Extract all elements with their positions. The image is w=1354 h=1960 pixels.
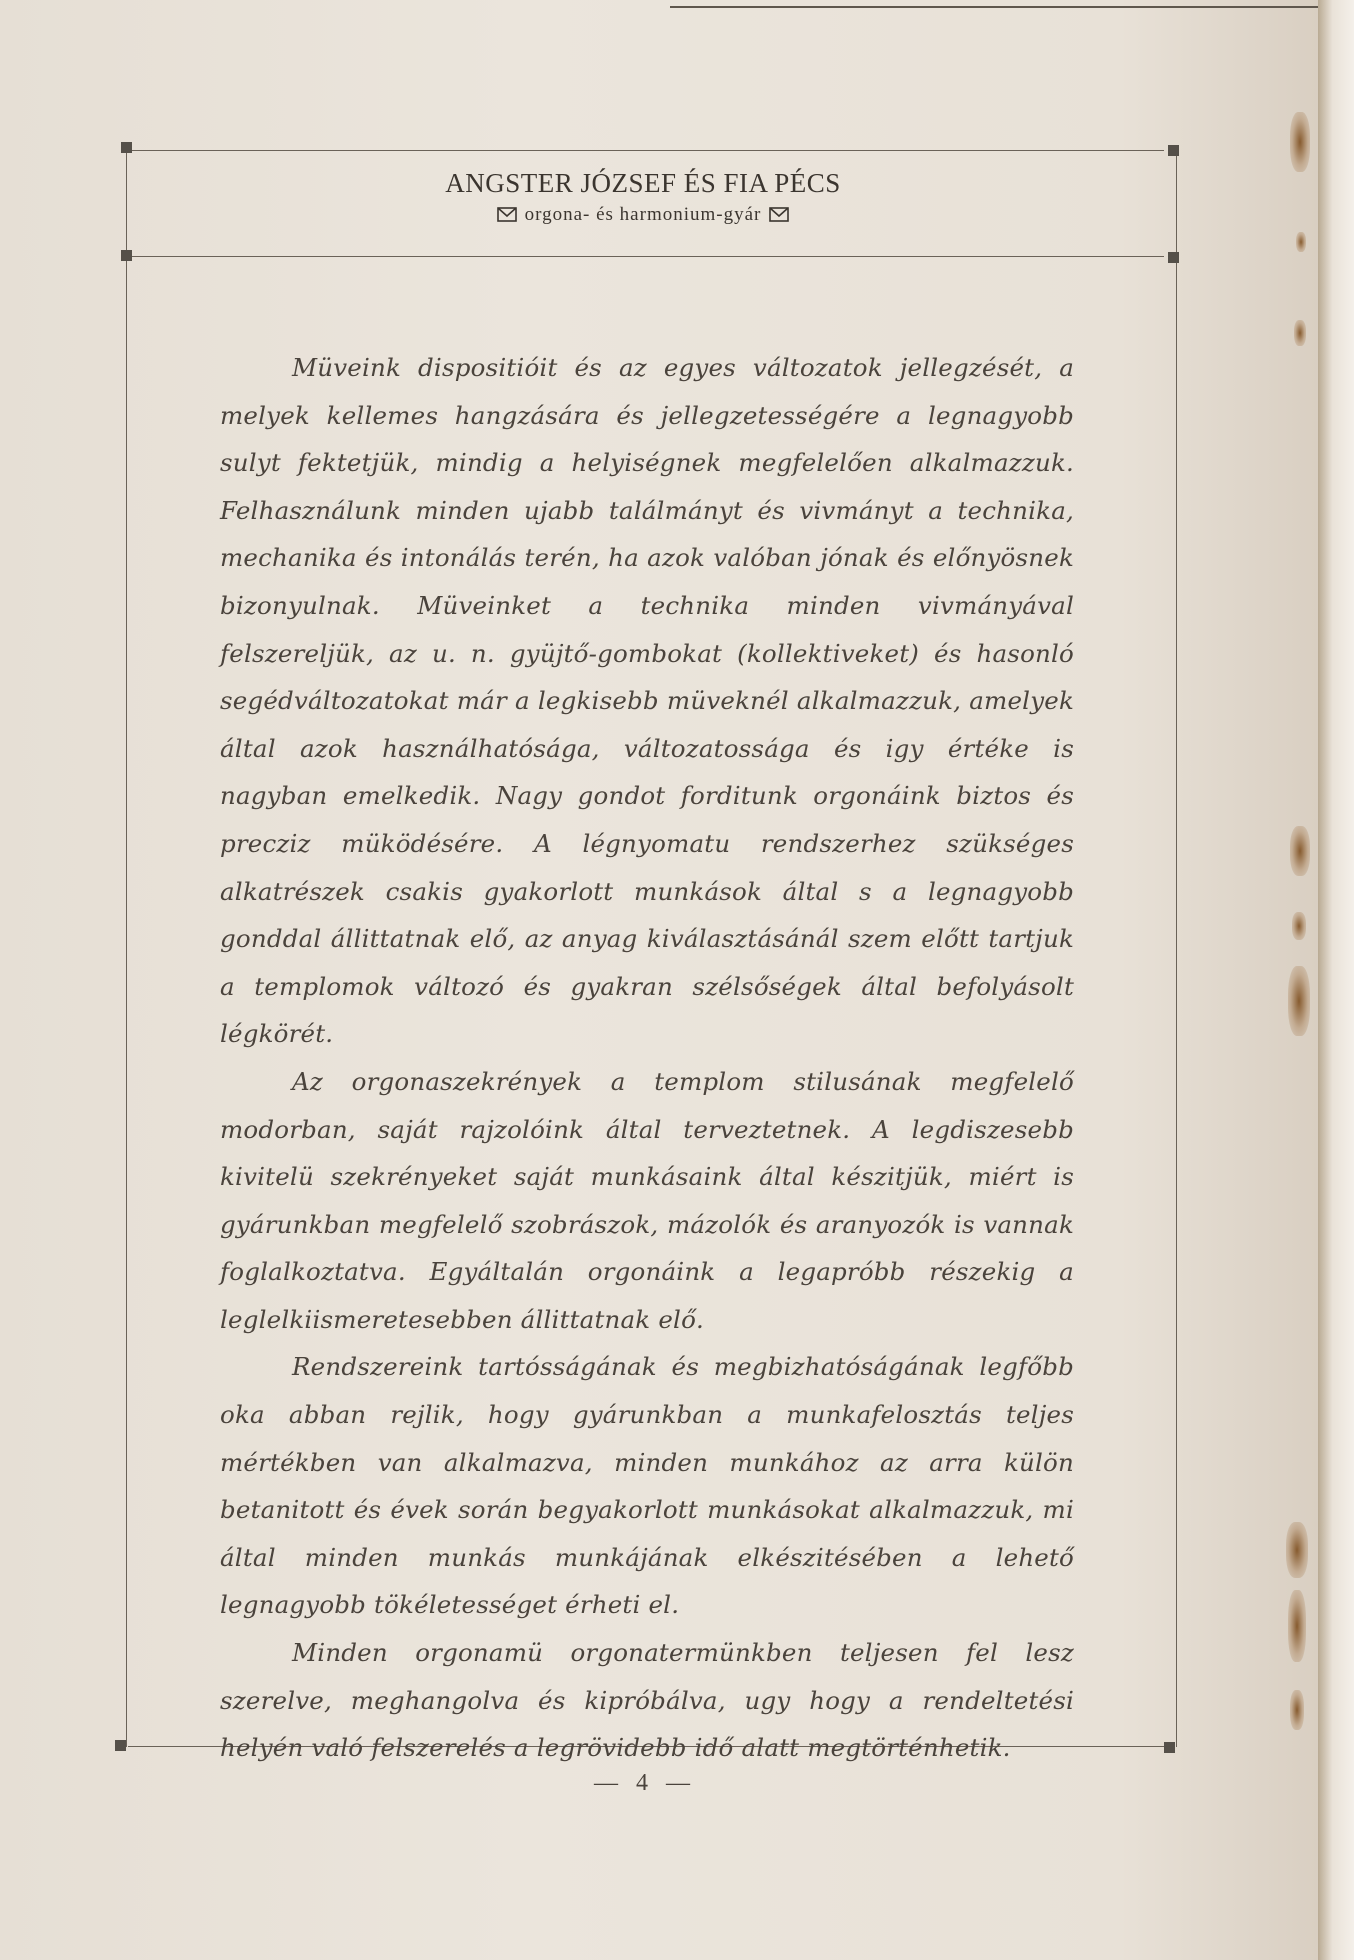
frame-right-line [1176, 150, 1177, 1747]
frame-corner-square [115, 1740, 126, 1751]
rust-stain [1286, 1522, 1308, 1578]
rust-stain [1294, 320, 1306, 346]
paragraph: Rendszereink tartósságának és megbizhatóságának legfőbb oka abban rejlik, hogy gyárunkban a munkafelosztás teljes mértékben van alkalmazva, minden munkához az arra külön betanitott és évek során begyakorlott munkásokat alkalmazzuk, mi által minden munkás munkájának elkészitésében a lehető legnagyobb tökéletességet érheti el. [220, 1352, 1074, 1620]
header-bottom-line [128, 256, 1164, 257]
rust-stain [1290, 826, 1310, 876]
frame-top-line [128, 150, 1164, 151]
rust-stain [1288, 1590, 1306, 1662]
rust-stain [1296, 232, 1306, 252]
paragraph: Müveink dispositióit és az egyes változatok jellegzését, a melyek kellemes hangzására és jellegzetességére a legnagyobb sulyt fektetjük, mindig a helyiségnek megfelelően alkalmazzuk. Felhasználunk minden ujabb találmányt és vivmányt a technika, mechanika és intonálás terén, ha azok valóban jónak és előnyösnek bizonyulnak. Müveinket a technika minden vivmányával felszereljük, az u. n. gyüjtő-gombokat (kollektiveket) és hasonló segédváltozatokat már a legkisebb müveknél alkalmazzuk, amelyek által azok használhatósága, változatossága és igy értéke is nagyban emelkedik. Nagy gondot forditunk orgonáink biztos és precziz müködésére. A légnyomatu rendszerhez szükséges alkatrészek csakis gyakorlott munkások által s a legnagyobb gonddal állittatnak elő, az anyag kiválasztásánál szem előtt tartjuk a templomok változó és gyakran szélsőségek által befolyásolt légkörét. [220, 353, 1074, 1049]
envelope-ornament-icon [497, 207, 517, 229]
envelope-ornament-icon [769, 207, 789, 229]
frame-corner-square [121, 142, 132, 153]
frame-corner-square [1168, 252, 1179, 263]
paragraph: Az orgonaszekrények a templom stilusának megfelelő modorban, saját rajzolóink által terveztetnek. A legdiszesebb kivitelü szekrényeket saját munkásaink által készitjük, miért is gyárunkban megfelelő szobrászok, mázolók és aranyozók is vannak foglalkoztatva. Egyáltalán orgonáink a legapróbb részekig a leglelkiismeretesebben állittatnak elő. [220, 1066, 1074, 1334]
rust-stain [1290, 1690, 1304, 1730]
page-number: — 4 — [594, 1770, 696, 1796]
body-text [220, 344, 1074, 1772]
subtitle-text: orgona- és harmonium-gyár [524, 204, 762, 225]
page-edge [1318, 0, 1354, 1960]
frame-corner-square [1168, 145, 1179, 156]
top-edge-line [670, 6, 1330, 8]
rust-stain [1288, 966, 1310, 1036]
frame-corner-square [1164, 1742, 1175, 1753]
company-title: ANGSTER JÓZSEF ÉS FIA PÉCS [445, 168, 841, 198]
rust-stain [1290, 112, 1310, 172]
company-subtitle [128, 204, 1158, 229]
frame-left-line [126, 150, 127, 1747]
rust-stain [1292, 912, 1306, 940]
frame-corner-square [121, 250, 132, 261]
paragraph: Minden orgonamü orgonatermünkben teljesen fel lesz szerelve, meghangolva és kipróbálva, ugy hogy a rendeltetési helyén való felszerelés a legrövidebb idő alatt megtörténhetik. [220, 1638, 1074, 1763]
